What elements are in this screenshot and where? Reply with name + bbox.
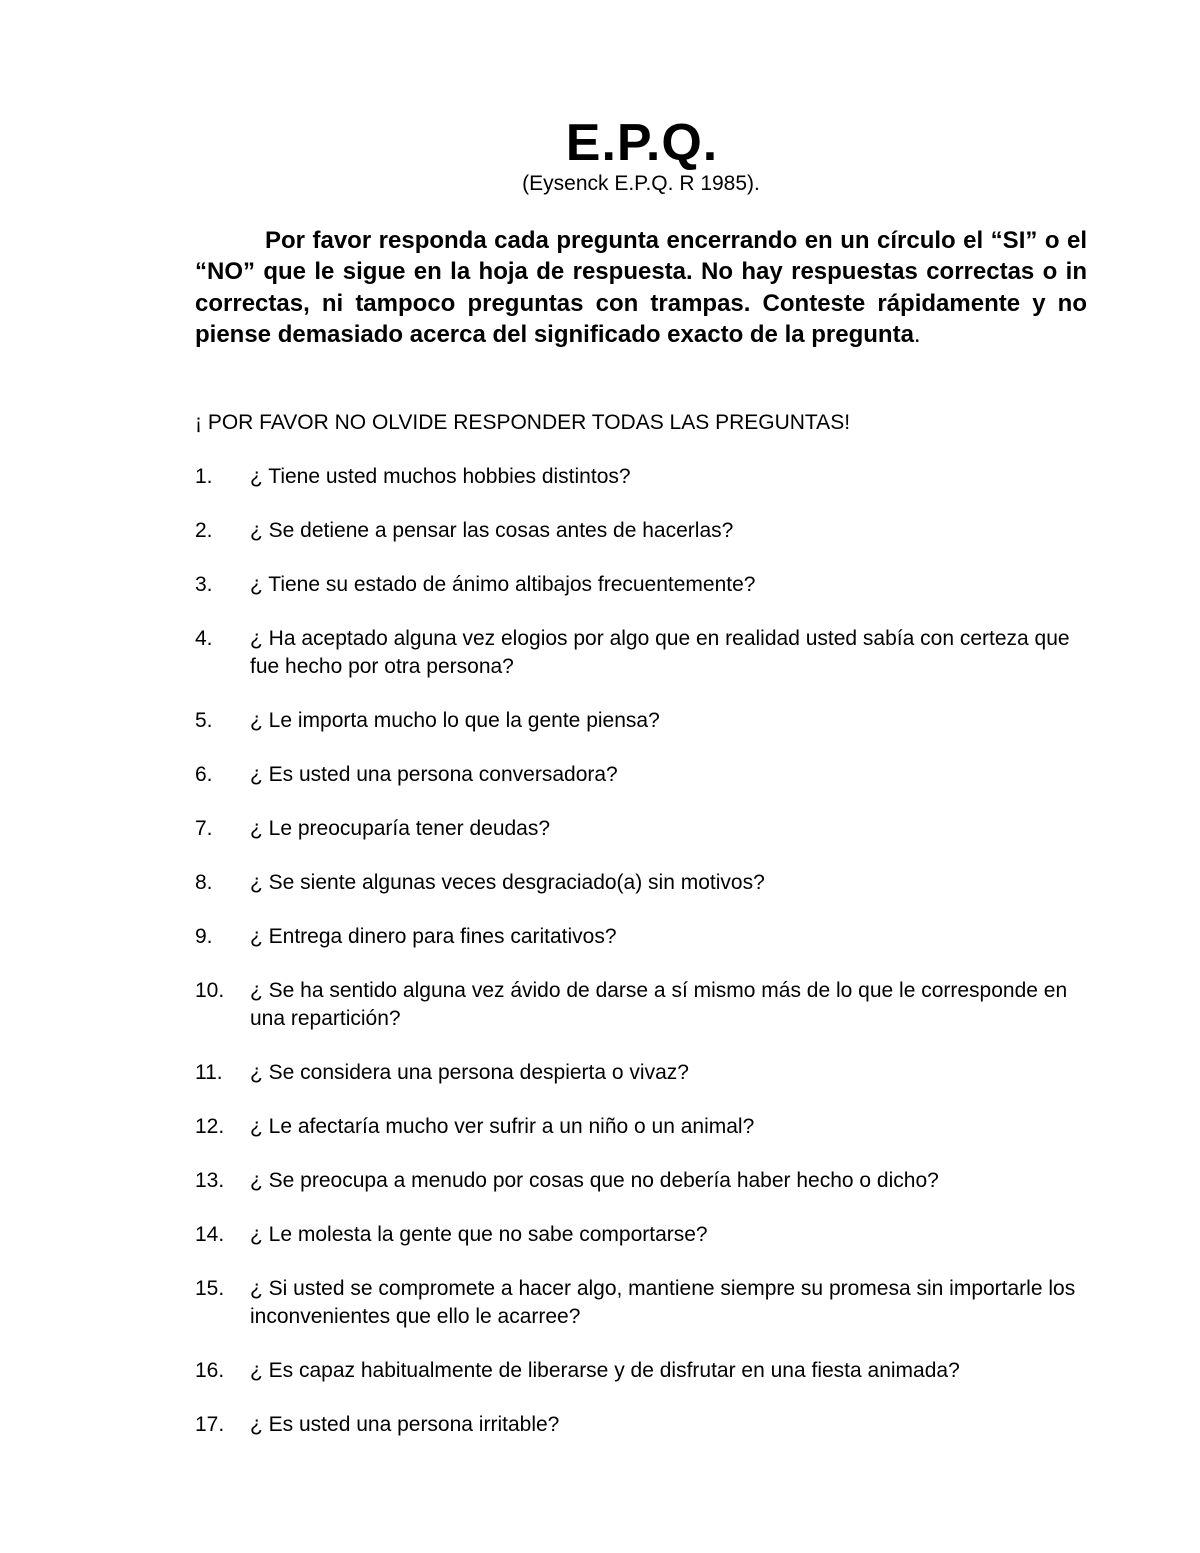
- question-item: [195, 1411, 1095, 1439]
- instructions-trail: .: [913, 321, 921, 349]
- question-number: 3.: [195, 573, 213, 596]
- question-item: [195, 923, 1095, 951]
- question-list: [195, 463, 1095, 1465]
- question-number: 6.: [195, 763, 213, 786]
- question-text: ¿ Es usted una persona irritable?: [250, 1413, 560, 1436]
- question-text: ¿ Se ha sentido alguna vez ávido de darse a sí mismo más de lo que le corresponde en una repartición?: [250, 979, 1068, 1030]
- question-number: 5.: [195, 709, 213, 732]
- question-text: ¿ Se detiene a pensar las cosas antes de hacerlas?: [250, 519, 734, 542]
- question-item: [195, 517, 1095, 545]
- question-item: [195, 1167, 1095, 1195]
- question-item: [195, 1275, 1095, 1331]
- question-item: [195, 815, 1095, 843]
- page-subtitle: (Eysenck E.P.Q. R 1985).: [522, 172, 760, 195]
- question-number: 16.: [195, 1359, 225, 1382]
- question-item: [195, 571, 1095, 599]
- question-number: 2.: [195, 519, 213, 542]
- question-item: [195, 1221, 1095, 1249]
- question-number: 14.: [195, 1223, 225, 1246]
- question-number: 15.: [195, 1277, 225, 1300]
- page-title: E.P.Q.: [565, 114, 719, 172]
- question-text: ¿ Tiene su estado de ánimo altibajos frecuentemente?: [250, 573, 756, 596]
- question-text: ¿ Le importa mucho lo que la gente piensa?: [250, 709, 660, 732]
- question-number: 11.: [195, 1061, 223, 1084]
- question-number: 13.: [195, 1169, 225, 1192]
- question-text: ¿ Le afectaría mucho ver sufrir a un niño o un animal?: [250, 1115, 755, 1138]
- question-item: [195, 707, 1095, 735]
- question-number: 8.: [195, 871, 213, 894]
- question-number: 1.: [195, 465, 213, 488]
- question-item: [195, 761, 1095, 789]
- reminder-text: ¡ POR FAVOR NO OLVIDE RESPONDER TODAS LAS PREGUNTAS!: [195, 411, 851, 434]
- question-text: ¿ Es usted una persona conversadora?: [250, 763, 618, 786]
- question-number: 10.: [195, 979, 225, 1002]
- question-item: [195, 869, 1095, 897]
- question-item: [195, 977, 1095, 1033]
- question-text: ¿ Le molesta la gente que no sabe comportarse?: [250, 1223, 708, 1246]
- instructions-paragraph: [195, 225, 1087, 351]
- question-text: ¿ Se siente algunas veces desgraciado(a) sin motivos?: [250, 871, 765, 894]
- question-item: [195, 625, 1095, 681]
- question-text: ¿ Se preocupa a menudo por cosas que no debería haber hecho o dicho?: [250, 1169, 939, 1192]
- question-text: ¿ Se considera una persona despierta o vivaz?: [250, 1061, 689, 1084]
- question-item: [195, 1113, 1095, 1141]
- question-number: 7.: [195, 817, 213, 840]
- question-item: [195, 463, 1095, 491]
- question-number: 9.: [195, 925, 213, 948]
- question-item: [195, 1059, 1095, 1087]
- question-item: [195, 1357, 1095, 1385]
- question-text: ¿ Le preocuparía tener deudas?: [250, 817, 551, 840]
- question-number: 17.: [195, 1413, 225, 1436]
- question-text: ¿ Ha aceptado alguna vez elogios por algo que en realidad usted sabía con certeza que fue hecho por otra persona?: [250, 627, 1070, 678]
- instructions-text: Por favor responda cada pregunta encerrando en un círculo el “SI” o el “NO” que le sigue en la hoja de respuesta. No hay respuestas correctas o in correctas, ni tampoco preguntas con trampas. Conteste rápidamente y no piense demasiado acerca del significado exacto de la pregunta: [195, 227, 1087, 349]
- question-text: ¿ Es capaz habitualmente de liberarse y de disfrutar en una fiesta animada?: [250, 1359, 960, 1382]
- question-number: 12.: [195, 1115, 225, 1138]
- question-number: 4.: [195, 627, 213, 650]
- question-text: ¿ Tiene usted muchos hobbies distintos?: [250, 465, 631, 488]
- question-text: ¿ Entrega dinero para fines caritativos?: [250, 925, 617, 948]
- question-text: ¿ Si usted se compromete a hacer algo, mantiene siempre su promesa sin importarle los inconvenientes que ello le acarree?: [250, 1277, 1076, 1328]
